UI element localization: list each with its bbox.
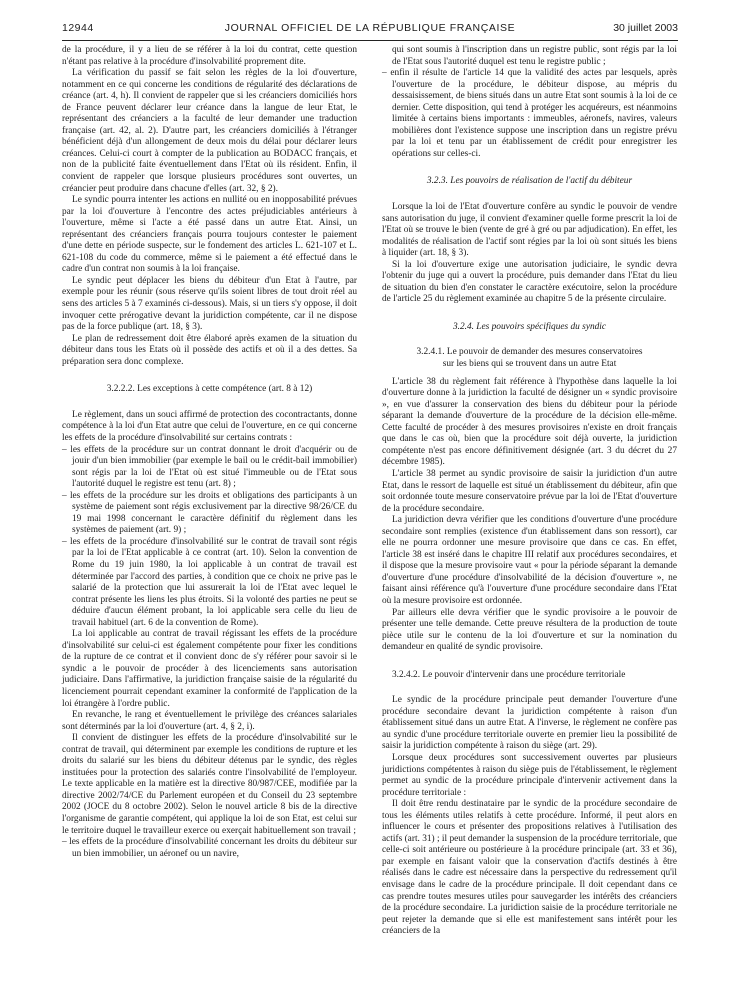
paragraph: Le règlement, dans un souci affirmé de protection des cocontractants, donne compétence à la loi d'un Etat autre que celui de l'ouverture, en ce qui concerne les effets de la procédure d'insolvabilité sur certains contrats :: [62, 409, 357, 443]
section-heading: 3.2.3. Les pouvoirs de réalisation de l'actif du débiteur: [426, 176, 633, 187]
section-heading: 3.2.2.2. Les exceptions à cette compétence (art. 8 à 12): [106, 384, 313, 395]
right-column: [382, 45, 677, 938]
paragraph: La vérification du passif se fait selon les règles de la loi d'ouverture, notamment en ce qui concerne les conditions de régularité des déclarations de créance (art. 4, h). Il convient de rappeler que si les créanciers domiciliés hors de France peuvent déclarer leur créance dans la langue de leur Etat, le représentant des créanciers a la faculté de leur demander une traduction française (art. 42, al. 2). D'autre part, les créanciers domiciliés à l'étranger bénéficient déjà d'un allongement de deux mois du délai pour déclarer leurs créances. Celui-ci court à compter de la publication au BODACC français, et non de la publicité faite éventuellement dans l'Etat où ils résident. Enfin, il convient de rappeler que lorsque plusieurs procédures sont ouvertes, un créancier peut produire dans chacune d'elles (art. 32, § 2).: [62, 68, 357, 194]
paragraph: Le syndic peut déplacer les biens du débiteur d'un Etat à l'autre, par exemple pour les réunir (sous réserve qu'ils soient libres de tout droit réel au sens des articles 5 à 7 examinés ci-dessous). Mais, si un tiers s'y oppose, il doit invoquer cette prérogative devant la juridiction compétente, car il ne dispose pas de la force publique (art. 18, § 3).: [62, 275, 357, 333]
paragraph: qui sont soumis à l'inscription dans un registre public, sont régis par la loi de l'Etat sous l'autorité duquel est tenu le registre public ;: [392, 45, 677, 67]
list-item: – les effets de la procédure d'insolvabilité concernant les droits du débiteur sur un bien immobilier, un aéronef ou un navire,: [62, 837, 357, 860]
bullet-list: [62, 445, 357, 630]
list-item: – les effets de la procédure d'insolvabilité sur le contrat de travail sont régis par la loi de l'Etat applicable à ce contrat (art. 10). Selon la convention de Rome du 19 juin 1980, la loi applicable à un contrat de travail est déterminée par l'accord des parties, à condition que ce choix ne prive pas le salarié de la protection que lui assurerait la loi de l'Etat avec lequel le contrat présente les liens les plus étroits. Si la volonté des parties ne peut se déduire d'aucun élément probant, la loi applicable sera celle du lieu de travail habituel (art. 6 de la convention de Rome).: [62, 537, 357, 629]
journal-title: JOURNAL OFFICIEL DE LA RÉPUBLIQUE FRANÇAISE: [224, 22, 516, 34]
paragraph: Le plan de redressement doit être élaboré après examen de la situation du débiteur dans tous les Etats où il possède des actifs et où il a des dettes. Sa préparation sera donc complexe.: [62, 333, 357, 367]
page-number: 12944: [62, 22, 94, 34]
paragraph: Lorsque deux procédures sont successivement ouvertes par plusieurs juridictions compétentes à raison du siège puis de l'établissement, le règlement permet au syndic de la procédure principale d'intervenir activement dans la procédure territoriale :: [382, 752, 677, 798]
page-header: [62, 22, 678, 38]
paragraph: de la procédure, il y a lieu de se référer à la loi du contrat, cette question n'étant pas relative à la procédure d'insolvabilité proprement dite.: [62, 45, 357, 67]
subsection-heading: [382, 347, 677, 370]
bullet-list: [62, 837, 357, 860]
paragraph: L'article 38 du règlement fait référence à l'hypothèse dans laquelle la loi d'ouverture donne à la juridiction la faculté de désigner un « syndic provisoire », en vue d'assurer la conservation des biens du débiteur pour la période séparant la demande d'ouverture de la procédure de la décision elle-même. Cette faculté de procéder à des mesures provisoires n'existe en droit français que dans le cas où, bien que la procédure soit déjà ouverte, la juridiction compétente n'est pas encore définitivement désignée (art. 3 du décret du 27 décembre 1985).: [382, 376, 677, 468]
list-item: – les effets de la procédure sur les droits et obligations des participants à un système de paiement sont régis exclusivement par la directive 98/26/CE du 19 mai 1998 concernant le caractère définitif du règlement dans les systèmes de paiement (art. 9) ;: [62, 491, 357, 537]
paragraph: L'article 38 permet au syndic provisoire de saisir la juridiction d'un autre Etat, dans le ressort de laquelle est situé un établissement du débiteur, afin que soit ordonnée toute mesure conservatoire prévue par la loi de l'Etat d'ouverture de la procédure secondaire.: [382, 468, 677, 514]
section-heading: 3.2.4. Les pouvoirs spécifiques du syndic: [452, 321, 607, 332]
publication-date: 30 juillet 2003: [613, 22, 678, 34]
list-item: – les effets de la procédure sur un contrat donnant le droit d'acquérir ou de jouir d'un bien immobilier (par exemple le bail ou le crédit-bail immobilier) sont régis par la loi de l'Etat où est situé l'immeuble ou de l'Etat sous l'autorité duquel le registre est tenu (art. 8) ;: [62, 445, 357, 491]
subsection-heading: 3.2.4.2. Le pouvoir d'intervenir dans une procédure territoriale: [392, 669, 626, 680]
subsection-heading-line: sur les biens qui se trouvent dans un autre Etat: [442, 359, 617, 370]
paragraph: Par ailleurs elle devra vérifier que le syndic provisoire a le pouvoir de présenter une telle demande. Cette preuve résultera de la production de toute pièce utile sur le contenu de la loi d'ouverture et sur la nomination du demandeur en qualité de syndic provisoire.: [382, 607, 677, 653]
left-column: [62, 45, 357, 860]
header-rule: [62, 40, 678, 41]
paragraph: Lorsque la loi de l'Etat d'ouverture confère au syndic le pouvoir de vendre sans autorisation du juge, il convient d'examiner quelle forme prescrit la loi de l'Etat où se trouve le bien (vente de gré à gré ou par adjudication). En effet, les modalités de réalisation de l'actif sont régies par la loi où sont situés les biens à liquider (art. 18, § 3).: [382, 202, 677, 259]
paragraph: Le syndic pourra intenter les actions en nullité ou en inopposabilité prévues par la loi d'ouverture à l'encontre des actes préjudiciables antérieurs à l'ouverture, même si l'acte a été passé dans un autre Etat. Ainsi, un représentant des créanciers français pourra toujours contester le paiement d'une dette en période suspecte, sur le fondement des articles L. 621-107 et L. 621-108 du code du commerce, même si le paiement a été effectué dans le cadre d'un contrat non soumis à la loi française.: [62, 195, 357, 275]
paragraph: La loi applicable au contrat de travail régissant les effets de la procédure d'insolvabilité sur celui-ci est également compétente pour fixer les conditions de la rupture de ce contrat et il convient donc de s'y référer pour savoir si le syndic a le pouvoir de procéder à des licenciements sans autorisation judiciaire. Dans l'affirmative, la juridiction française saisie de la régularité du licenciement pourrait cependant examiner la conformité de l'application de la loi étrangère à l'ordre public.: [62, 629, 357, 709]
paragraph: La juridiction devra vérifier que les conditions d'ouverture d'une procédure secondaire sont remplies (existence d'un établissement dans son ressort), car elle ne pourra ordonner une mesure provisoire que dans ce cas. En effet, l'article 38 est inséré dans le chapitre III relatif aux procédures secondaires, et il dispose que la mesure provisoire vaut « pour la période séparant la demande d'ouverture d'une procédure d'insolvabilité de la décision d'ouverture », ne faisant ainsi référence qu'à l'ouverture d'une procédure secondaire dans l'Etat où la mesure provisoire est ordonnée.: [382, 515, 677, 606]
paragraph: Il convient de distinguer les effets de la procédure d'insolvabilité sur le contrat de travail, qui déterminent par exemple les conditions de rupture et les droits du salarié sur les biens du débiteur détenus par le syndic, des règles instituées pour la protection des salariés contre l'insolvabilité de l'employeur. Le texte applicable en la matière est la directive 80/987/CEE, modifiée par la directive 2002/74/CE du Parlement européen et du Conseil du 23 septembre 2002 (JOCE du 8 octobre 2002). Selon le nouvel article 8 bis de la directive l'organisme de garantie compétent, qui applique la loi de son Etat, est celui sur le territoire duquel le travailleur exerce ou exerçait habituellement son travail ;: [62, 733, 357, 836]
list-item: – enfin il résulte de l'article 14 que la validité des actes par lesquels, après l'ouverture de la procédure, le débiteur dispose, au mépris du dessaisissement, de biens situés dans un autre Etat sont soumis à la loi de ce dernier. Cette disposition, qui tend à protéger les acquéreurs, est néanmoins limitée à certains biens importants : immeubles, aéronefs, navires, valeurs mobilières dont l'existence suppose une inscription dans un registre prévu par la loi et tenu par un établissement de crédit pour enregistrer les opérations sur celles-ci.: [382, 68, 677, 160]
paragraph: En revanche, le rang et éventuellement le privilège des créances salariales sont déterminés par la loi d'ouverture (art. 4, § 2, i).: [62, 710, 357, 732]
paragraph: Le syndic de la procédure principale peut demander l'ouverture d'une procédure secondaire devant la juridiction compétente à raison d'un établissement situé dans un autre Etat. A l'inverse, le règlement ne confère pas au syndic d'une procédure territoriale ouverte en premier lieu la possibilité de saisir la juridiction compétente à raison du siège (art. 29).: [382, 695, 677, 752]
bullet-list: [382, 68, 677, 160]
paragraph: Si la loi d'ouverture exige une autorisation judiciaire, le syndic devra l'obtenir du juge qui a ouvert la procédure, puis demander dans l'Etat du lieu de situation du bien d'en constater le caractère exécutoire, selon la procédure de l'article 25 du règlement examinée au chapitre 5 de la présente circulaire.: [382, 259, 677, 305]
paragraph: Il doit être rendu destinataire par le syndic de la procédure secondaire de tous les éléments utiles relatifs à cette procédure. Informé, il peut alors en influencer le cours et présenter des propositions relatives à l'utilisation des actifs (art. 31) ; il peut demander la suspension de la procédure territoriale, que celle-ci soit antérieure ou postérieure à la procédure principale (art. 33 et 36), par exemple en faisant valoir que la conservation d'actifs destinés à être réalisés dans le cadre est nécessaire dans la perspective du redressement qu'il envisage dans le cadre de la procédure principale. Il doit cependant dans ce cas prendre toutes mesures utiles pour sauvegarder les intérêts des créanciers de la procédure secondaire. La juridiction saisie de la procédure territoriale ne peut rejeter la demande que si elle est manifestement sans intérêt pour les créanciers de la: [382, 799, 677, 937]
subsection-heading-line: 3.2.4.1. Le pouvoir de demander des mesures conservatoires: [416, 347, 643, 358]
